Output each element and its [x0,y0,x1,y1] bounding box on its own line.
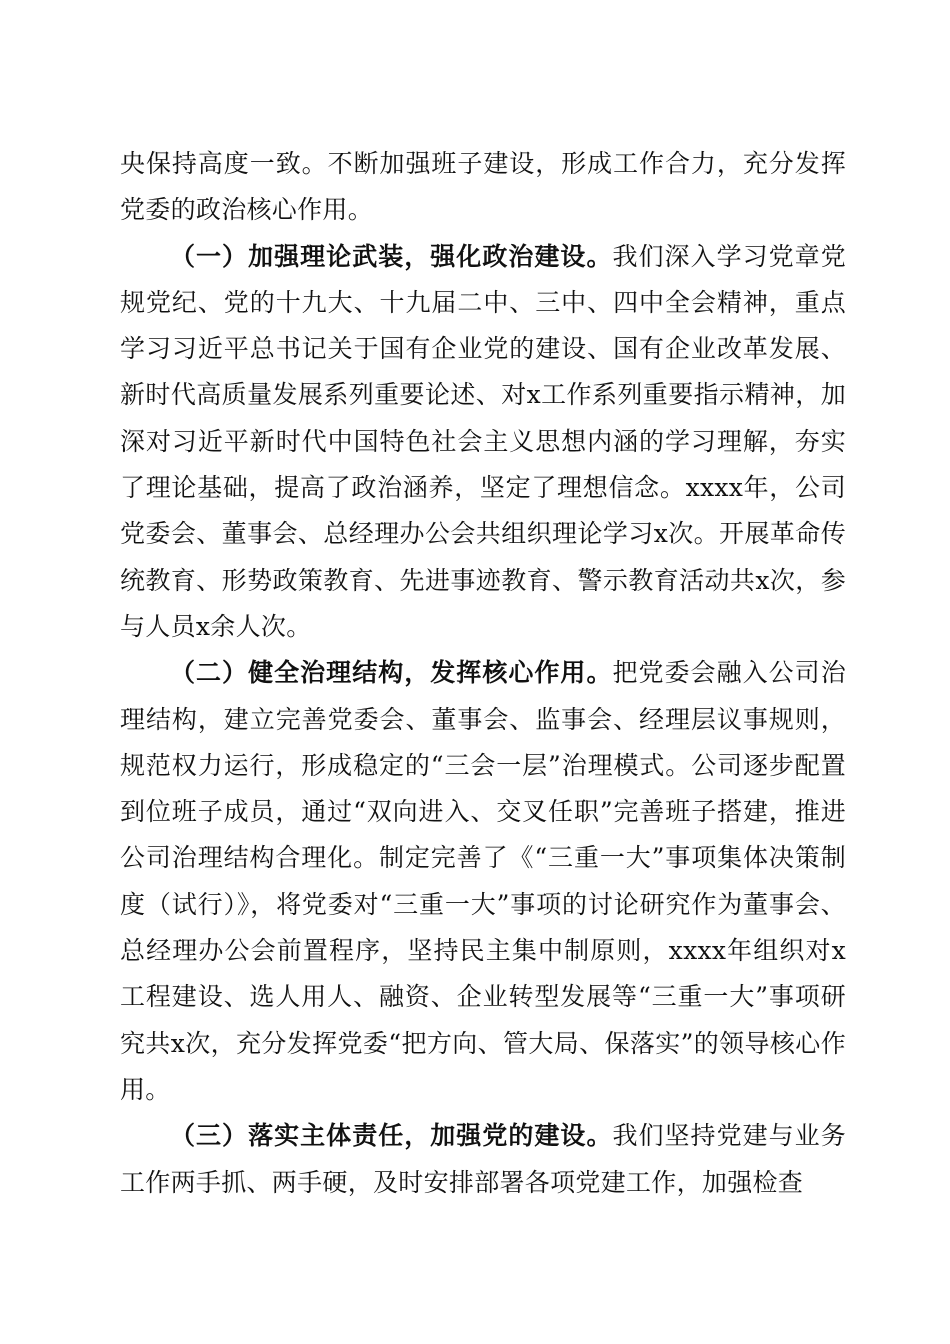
paragraph-continuation [120,141,846,234]
section-heading: （三）落实主体责任，加强党的建设。 [170,1121,613,1151]
paragraph-body: 把党委会融入公司治理结构，建立完善党委会、董事会、监事会、经理层议事规则，规范权力运行，形成稳定的“三会一层”治理模式。公司逐步配置到位班子成员，通过“双向进入、交叉任职”完善班子搭建，推进公司治理结构合理化。制定完善了《“三重一大”事项集体决策制度（试行）》，将党委对“三重一大”事项的讨论研究作为董事会、总经理办公会前置程序，坚持民主集中制原则，xxxx年组织对x工程建设、选人用人、融资、企业转型发展等“三重一大”事项研究共x次，充分发挥党委“把方向、管大局、保落实”的领导核心作用。 [120,658,846,1104]
paragraph-section-1 [120,234,846,651]
paragraph-section-3 [120,1113,846,1206]
section-heading: （一）加强理论武装，强化政治建设。 [170,241,613,271]
paragraph-section-2 [120,650,846,1113]
paragraph-body: 央保持高度一致。不断加强班子建设，形成工作合力，充分发挥党委的政治核心作用。 [120,149,846,225]
paragraph-body: 我们深入学习党章党规党纪、党的十九大、十九届二中、三中、四中全会精神，重点学习习近平总书记关于国有企业党的建设、国有企业改革发展、新时代高质量发展系列重要论述、对x工作系列重要指示精神，加深对习近平新时代中国特色社会主义思想内涵的学习理解，夯实了理论基础，提高了政治涵养，坚定了理想信念。xxxx年，公司党委会、董事会、总经理办公会共组织理论学习x次。开展革命传统教育、形势政策教育、先进事迹教育、警示教育活动共x次，参与人员x余人次。 [120,241,846,641]
section-heading: （二）健全治理结构，发挥核心作用。 [170,658,613,688]
document-body [120,141,846,1206]
paragraph-body: 我们坚持党建与业务工作两手抓、两手硬，及时安排部署各项党建工作，加强检查 [120,1121,846,1197]
